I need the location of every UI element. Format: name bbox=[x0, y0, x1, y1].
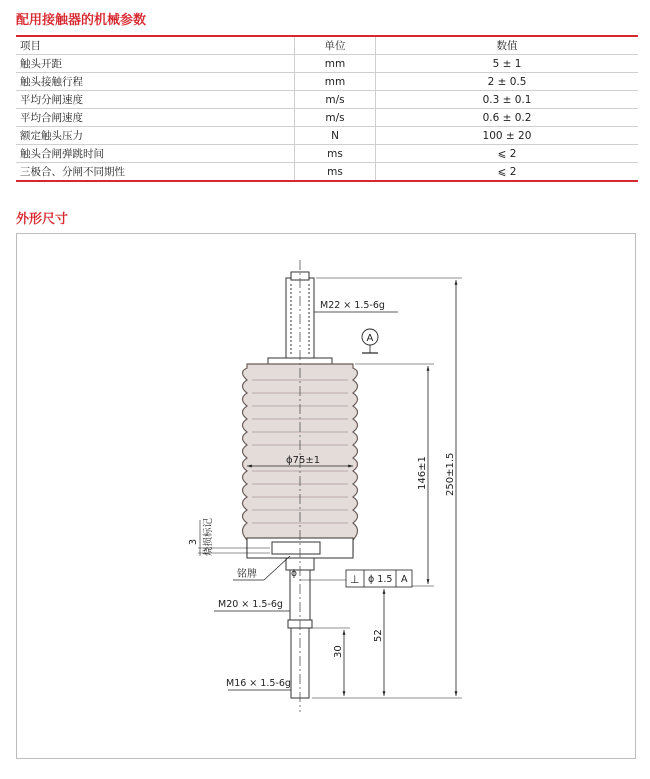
row-item: 三极合、分闸不同期性 bbox=[16, 163, 295, 182]
row-item: 额定触头压力 bbox=[16, 127, 295, 145]
row-value: 0.6 ± 0.2 bbox=[376, 109, 639, 127]
dim-52-label: 52 bbox=[373, 629, 384, 642]
row-value: 0.3 ± 0.1 bbox=[376, 91, 639, 109]
thread-bottom-label: M16 × 1.5-6g bbox=[226, 678, 291, 689]
wear-mark-label: 烧损标记 bbox=[203, 517, 214, 556]
datum-a-label: A bbox=[366, 333, 374, 344]
row-unit: m/s bbox=[295, 91, 376, 109]
row-item: 平均合闸速度 bbox=[16, 109, 295, 127]
row-unit: m/s bbox=[295, 109, 376, 127]
tol-value: ϕ 1.5 bbox=[368, 574, 393, 585]
dim-30-label: 30 bbox=[333, 645, 344, 658]
row-item: 触头合闸弹跳时间 bbox=[16, 145, 295, 163]
phi-label: ϕ bbox=[291, 569, 297, 579]
datum-a-symbol bbox=[362, 329, 378, 353]
row-unit: N bbox=[295, 127, 376, 145]
header-unit: 单位 bbox=[295, 36, 376, 55]
nameplate-callout bbox=[233, 556, 290, 580]
row-value: 100 ± 20 bbox=[376, 127, 639, 145]
row-value: ⩽ 2 bbox=[376, 145, 639, 163]
row-unit: ms bbox=[295, 145, 376, 163]
header-item: 项目 bbox=[16, 36, 295, 55]
dimension-52 bbox=[373, 589, 384, 696]
row-item: 平均分闸速度 bbox=[16, 91, 295, 109]
tol-datum: A bbox=[401, 574, 408, 585]
mid-thread-callout bbox=[214, 599, 290, 611]
section-title-dimensions: 外形尺寸 bbox=[16, 212, 69, 227]
dim-146-label: 146±1 bbox=[417, 456, 428, 490]
nameplate-label: 铭牌 bbox=[237, 569, 257, 580]
thread-mid-label: M20 × 1.5-6g bbox=[218, 599, 283, 610]
bottom-thread-callout bbox=[226, 678, 291, 690]
dimension-146 bbox=[355, 364, 434, 586]
row-item: 触头开距 bbox=[16, 55, 295, 73]
tol-perpendicular: ⊥ bbox=[350, 573, 360, 586]
diameter-label: ϕ75±1 bbox=[286, 455, 321, 466]
section-title-mechanical-params: 配用接触器的机械参数 bbox=[16, 13, 147, 28]
row-unit: mm bbox=[295, 55, 376, 73]
row-unit: mm bbox=[295, 73, 376, 91]
row-item: 触头接触行程 bbox=[16, 73, 295, 91]
top-thread-callout bbox=[314, 300, 398, 312]
row-unit: ms bbox=[295, 163, 376, 182]
dim-250-label: 250±1.5 bbox=[445, 452, 456, 496]
header-value: 数值 bbox=[376, 36, 639, 55]
row-value: 2 ± 0.5 bbox=[376, 73, 639, 91]
thread-top-label: M22 × 1.5-6g bbox=[320, 300, 385, 311]
wear-mark-value: 3 bbox=[188, 538, 199, 545]
row-value: 5 ± 1 bbox=[376, 55, 639, 73]
row-value: ⩽ 2 bbox=[376, 163, 639, 182]
dimension-30 bbox=[312, 628, 350, 696]
